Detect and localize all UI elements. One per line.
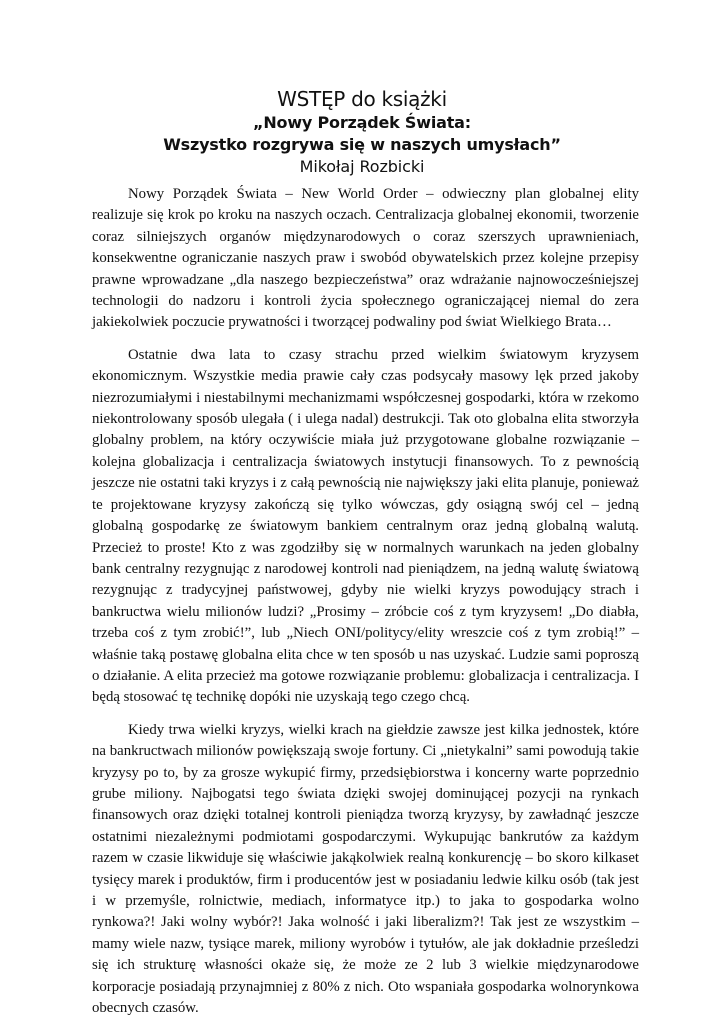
paragraph: Nowy Porządek Świata – New World Order – odwieczny plan globalnej elity realizuje się krok po kroku na naszych oczach. Centralizacja globalnej ekonomii, tworzenie coraz silniejszych organów międzynarodowych o coraz szerszych uprawnieniach, konsekwentne ograniczanie naszych praw i swobód obywatelskich przez kolejne przepisy prawne wprowadzane „dla naszego bezpieczeństwa” oraz wdrażanie najnowocześniejszej technologii do nadzoru i kontroli życia społecznego ograniczającej niemal do zera jakiekolwiek poczucie prywatności i tworzącej podwaliny pod świat Wielkiego Brata… [92,186,639,331]
book-title-line-1: „Nowy Porządek Świata: [253,113,471,132]
body-text [92,184,639,1030]
paragraph: Ostatnie dwa lata to czasy strachu przed wielkim światowym kryzysem ekonomicznym. Wszystkie media prawie cały czas podsycały masowy lęk przed jakoby niezrozumiałymi i niestabilnymi mechanizmami współczesnej gospodarki, która w rzekomo niekontrolowany sposób ulegała ( i ulega nadal) destrukcji. Tak oto globalna elita stworzyła globalny problem, na który oczywiście miała już przygotowane globalne rozwiązanie – kolejna globalizacja i centralizacja światowych instytucji finansowych. To z pewnością jeszcze nie ostatni taki kryzys i z całą pewnością nie największy jaki elita planuje, ponieważ te projektowane kryzysy zakończą się tylko wówczas, gdy osiągną swój cel – jedną globalną gospodarkę ze światowym bankiem centralnym oraz jedną globalną walutą. Przecież to proste! Kto z was zgodziłby się w normalnych warunkach na jeden globalny bank centralny rezygnując z narodowej kontroli nad pieniądzem, na jedną walutę światową rezygnując z tradycyjnej państwowej, gdyby nie wielki kryzys powodujący strach i bankructwa wielu milionów ludzi? „Prosimy – zróbcie coś z tym kryzysem! „Do diabła, trzeba coś z tym zrobić!”, lub „Niech ONI/politycy/elity wreszcie coś z tym zrobią!” – właśnie taką postawę globalna elita chce w ten sposób u nas uzyskać. Ludzie sami poproszą o działanie. A elita przecież ma gotowe rozwiązanie problemu: globalizacja i centralizacja. I będą stosować tę technikę dopóki nie uzyskają tego czego chcą. [92,346,639,706]
paragraph: Kiedy trwa wielki kryzys, wielki krach na giełdzie zawsze jest kilka jednostek, które na bankructwach milionów powiększają swoje fortuny. Ci „nietykalni” sami powodują takie kryzysy po to, by za grosze wykupić firmy, przedsiębiorstwa i koncerny warte poprzednio grube miliony. Najbogatsi tego świata dzięki swojej dominującej pozycji na rynkach finansowych oraz dzięki totalnej kontroli pieniądza tworzą kryzysy, by zawładnąć jeszcze ostatnimi niezależnymi podmiotami gospodarczymi. Wykupując bankrutów za każdym razem w czasie likwiduje się właściwie jakąkolwiek realną konkurencję – bo skoro kilkaset tysięcy marek i produktów, firm i producentów jest w posiadaniu ledwie kilku osób (tak jest i w przemyśle, rolnictwie, mediach, informatyce itp.) to jaka to gospodarka wolno rynkowa?! Jaki wolny wybór?! Jaka wolność i jaki liberalizm?! Tak jest ze wszystkim – mamy wiele nazw, tysiące marek, miliony wyrobów i tytułów, ale jak dokładnie prześledzi się ich strukturę własności okaże się, że może ze 2 lub 3 wielkie międzynarodowe korporacje posiadają przynajmniej z 80% z nich. Oto wspaniała gospodarka wolnorynkowa obecnych czasów. [92,721,639,1017]
page-title: WSTĘP do książki [277,87,447,111]
title-block [0,86,724,178]
book-title-line-2: Wszystko rozgrywa się w naszych umysłach” [163,135,561,154]
author-name: Mikołaj Rozbicki [299,157,425,176]
